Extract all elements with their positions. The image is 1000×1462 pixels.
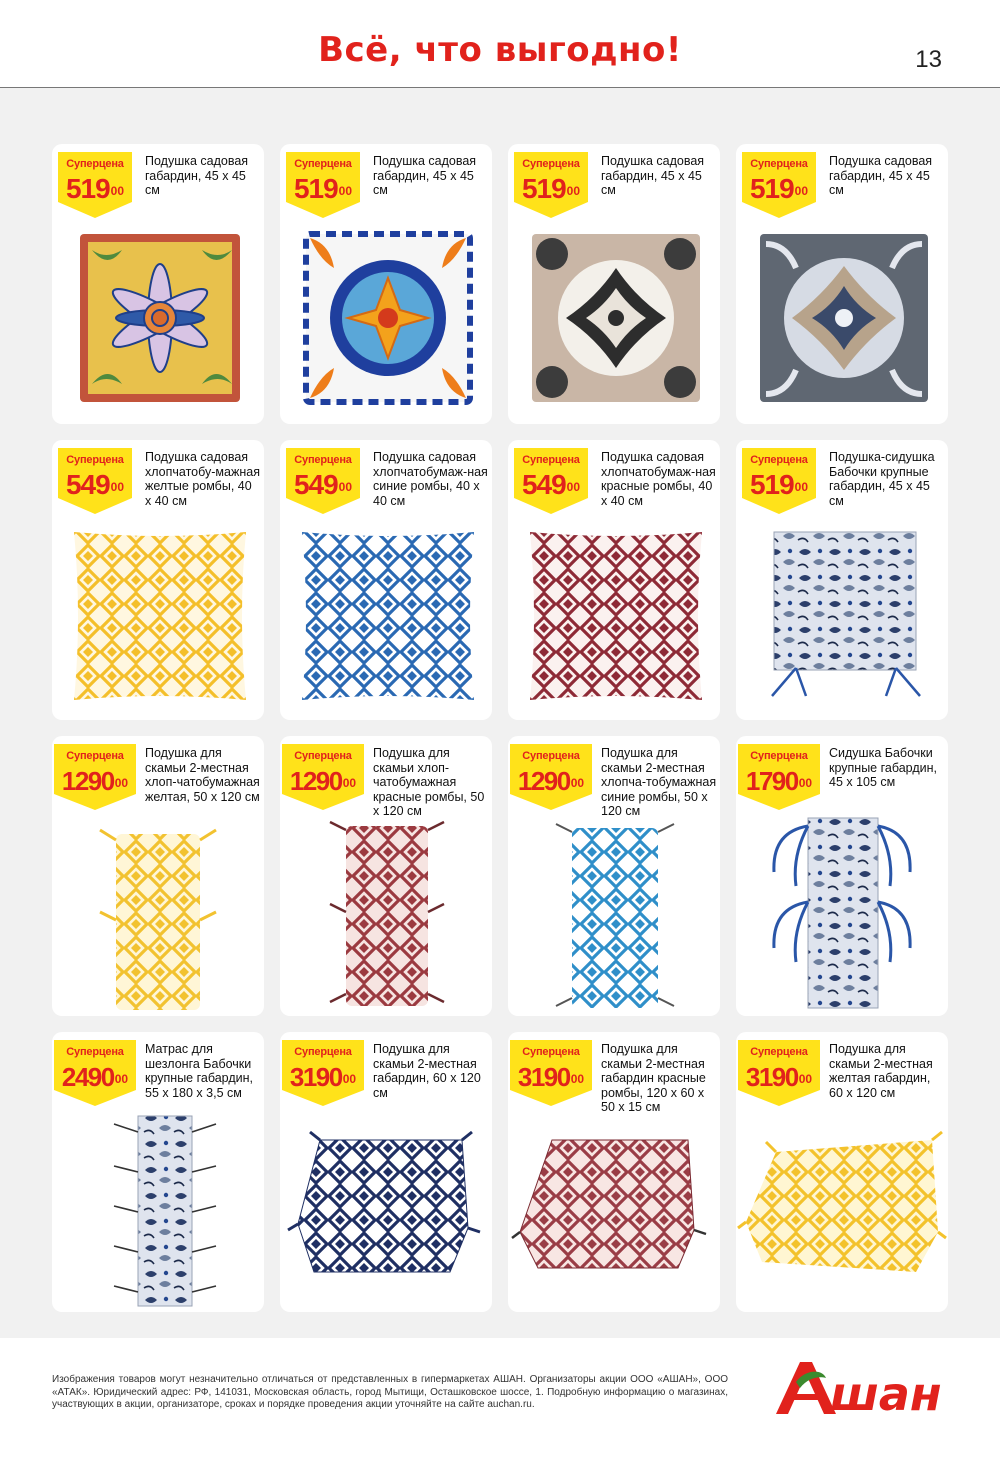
price-main: 3190 <box>745 1062 798 1092</box>
price <box>54 1062 136 1097</box>
price <box>58 470 132 505</box>
page-title: Всё, что выгодно! <box>318 30 682 70</box>
price-cents: 00 <box>342 1072 357 1086</box>
product-card[interactable] <box>508 440 720 720</box>
badge-label: Суперцена <box>750 1046 808 1058</box>
price-main: 519 <box>521 173 566 204</box>
badge-label: Суперцена <box>522 1046 580 1058</box>
price-cents: 00 <box>114 776 129 790</box>
price-main: 3190 <box>517 1062 570 1092</box>
badge-label: Суперцена <box>750 750 808 762</box>
product-card[interactable] <box>508 144 720 424</box>
price-cents: 00 <box>342 776 357 790</box>
badge-label: Суперцена <box>294 1046 352 1058</box>
badge-label: Суперцена <box>66 750 124 762</box>
price-main: 549 <box>521 469 566 500</box>
badge-label: Суперцена <box>522 454 580 466</box>
product-image[interactable] <box>280 816 492 1011</box>
product-image[interactable] <box>280 224 492 419</box>
product-card[interactable] <box>280 440 492 720</box>
product-name[interactable]: Сидушка Бабочки крупные габардин, 45 х 105 см <box>829 746 937 789</box>
price-badge <box>54 1040 136 1106</box>
price <box>286 174 360 209</box>
product-name[interactable]: Подушка садовая габардин, 45 х 45 см <box>373 154 477 197</box>
product-name[interactable]: Подушка для скамьи хлоп-чатобумажная красные ромбы, 50 х 120 см <box>373 746 485 818</box>
badge-label: Суперцена <box>522 158 580 170</box>
badge-label: Суперцена <box>294 750 352 762</box>
price <box>738 766 820 801</box>
price <box>510 1062 592 1097</box>
price-main: 519 <box>293 173 338 204</box>
price-badge <box>738 744 820 810</box>
product-name[interactable]: Подушка садовая габардин, 45 х 45 см <box>601 154 705 197</box>
product-card[interactable] <box>52 440 264 720</box>
product-card[interactable] <box>508 736 720 1016</box>
product-name[interactable]: Подушка садовая хлопчатобумаж-ная красные ромбы, 40 х 40 см <box>601 450 716 508</box>
product-name[interactable]: Подушка-сидушка Бабочки крупные габардин, 45 х 45 см <box>829 450 935 508</box>
product-card[interactable] <box>508 1032 720 1312</box>
price-cents: 00 <box>110 184 125 198</box>
price-main: 2490 <box>61 1062 114 1092</box>
price-cents: 00 <box>338 184 353 198</box>
price <box>514 174 588 209</box>
product-name[interactable]: Подушка садовая хлопчатобумаж-ная синие ромбы, 40 х 40 см <box>373 450 488 508</box>
price-badge <box>54 744 136 810</box>
price-badge <box>286 152 360 218</box>
badge-label: Суперцена <box>294 158 352 170</box>
product-image[interactable] <box>736 816 948 1011</box>
price-cents: 00 <box>114 1072 129 1086</box>
price-badge <box>510 744 592 810</box>
price <box>282 1062 364 1097</box>
page-footer <box>0 1338 1000 1462</box>
product-card[interactable] <box>52 736 264 1016</box>
product-name[interactable]: Подушка садовая габардин, 45 х 45 см <box>145 154 249 197</box>
product-name[interactable]: Подушка для скамьи 2-местная габардин красные ромбы, 120 х 60 х 50 х 15 см <box>601 1042 706 1114</box>
badge-label: Суперцена <box>66 454 124 466</box>
price-badge <box>282 1040 364 1106</box>
product-card[interactable] <box>280 144 492 424</box>
product-image[interactable] <box>52 224 264 419</box>
product-image[interactable] <box>508 816 720 1011</box>
price-badge <box>58 152 132 218</box>
product-image[interactable] <box>52 1112 264 1307</box>
badge-label: Суперцена <box>750 158 808 170</box>
price <box>514 470 588 505</box>
price-cents: 00 <box>570 1072 585 1086</box>
product-name[interactable]: Подушка для скамьи 2-местная габардин, 60 х 120 см <box>373 1042 481 1100</box>
price <box>286 470 360 505</box>
product-card[interactable] <box>736 144 948 424</box>
price <box>738 1062 820 1097</box>
product-image[interactable] <box>736 224 948 419</box>
product-image[interactable] <box>508 224 720 419</box>
product-name[interactable]: Подушка для скамьи 2-местная хлоп-чатобумажная желтая, 50 х 120 см <box>145 746 260 804</box>
badge-label: Суперцена <box>750 454 808 466</box>
auchan-bird-icon <box>766 1356 952 1420</box>
product-card[interactable] <box>736 1032 948 1312</box>
badge-label: Суперцена <box>522 750 580 762</box>
price-main: 549 <box>65 469 110 500</box>
product-image[interactable] <box>52 520 264 715</box>
price-badge <box>510 1040 592 1106</box>
price <box>742 174 816 209</box>
product-image[interactable] <box>736 1112 948 1307</box>
price <box>54 766 136 801</box>
product-image[interactable] <box>52 816 264 1011</box>
product-image[interactable] <box>280 1112 492 1307</box>
badge-label: Суперцена <box>294 454 352 466</box>
badge-label: Суперцена <box>66 158 124 170</box>
price-main: 519 <box>65 173 110 204</box>
product-card[interactable] <box>52 1032 264 1312</box>
badge-label: Суперцена <box>66 1046 124 1058</box>
price <box>58 174 132 209</box>
price-badge <box>514 152 588 218</box>
svg-text:шан: шан <box>830 1367 942 1420</box>
product-image[interactable] <box>736 520 948 715</box>
product-card[interactable] <box>52 144 264 424</box>
price-cents: 00 <box>566 480 581 494</box>
product-name[interactable]: Подушка для скамьи 2-местная хлопча-тобумажная синие ромбы, 50 х 120 см <box>601 746 717 818</box>
price-main: 1290 <box>61 766 114 796</box>
price-badge <box>282 744 364 810</box>
price-main: 1790 <box>745 766 798 796</box>
price-cents: 00 <box>794 480 809 494</box>
page-header <box>0 0 1000 88</box>
price-badge <box>58 448 132 514</box>
product-card[interactable] <box>280 1032 492 1312</box>
price <box>282 766 364 801</box>
price <box>510 766 592 801</box>
price-cents: 00 <box>566 184 581 198</box>
page-number: 13 <box>915 46 942 73</box>
price-badge <box>286 448 360 514</box>
price-main: 519 <box>749 469 794 500</box>
price-cents: 00 <box>794 184 809 198</box>
price-badge <box>514 448 588 514</box>
product-card[interactable] <box>736 440 948 720</box>
price-badge <box>742 152 816 218</box>
product-image[interactable] <box>508 1112 720 1307</box>
price-main: 519 <box>749 173 794 204</box>
price-badge <box>738 1040 820 1106</box>
product-name[interactable]: Подушка садовая габардин, 45 х 45 см <box>829 154 933 197</box>
product-image[interactable] <box>280 520 492 715</box>
price-cents: 00 <box>798 776 813 790</box>
product-grid <box>0 88 1000 1338</box>
price-main: 3190 <box>289 1062 342 1092</box>
auchan-logo[interactable] <box>766 1356 952 1420</box>
price-main: 1290 <box>517 766 570 796</box>
price-main: 1290 <box>289 766 342 796</box>
product-name[interactable]: Матрас для шезлонга Бабочки крупные габардин, 55 х 180 х 3,5 см <box>145 1042 253 1100</box>
price-badge <box>742 448 816 514</box>
product-name[interactable]: Подушка садовая хлопчатобу-мажная желтые ромбы, 40 х 40 см <box>145 450 260 508</box>
price-cents: 00 <box>338 480 353 494</box>
product-image[interactable] <box>508 520 720 715</box>
price-main: 549 <box>293 469 338 500</box>
price <box>742 470 816 505</box>
price-cents: 00 <box>110 480 125 494</box>
product-name[interactable]: Подушка для скамьи 2-местная желтая габардин, 60 х 120 см <box>829 1042 933 1100</box>
price-cents: 00 <box>798 1072 813 1086</box>
product-card[interactable] <box>280 736 492 1016</box>
price-cents: 00 <box>570 776 585 790</box>
legal-disclaimer: Изображения товаров могут незначительно отличаться от представленных в гипермаркетах АШАН. Организаторы акции ООО «АШАН», ООО «АТАК». Юридический адрес: РФ, 141031, Московская область, город Мытищи, Осташковское шоссе, 1. Подробную информацию о магазинах, участвующих в акции, организаторе, сроках и порядке проведения акции уточняйте на сайте auchan.ru. <box>52 1374 728 1410</box>
product-card[interactable] <box>736 736 948 1016</box>
